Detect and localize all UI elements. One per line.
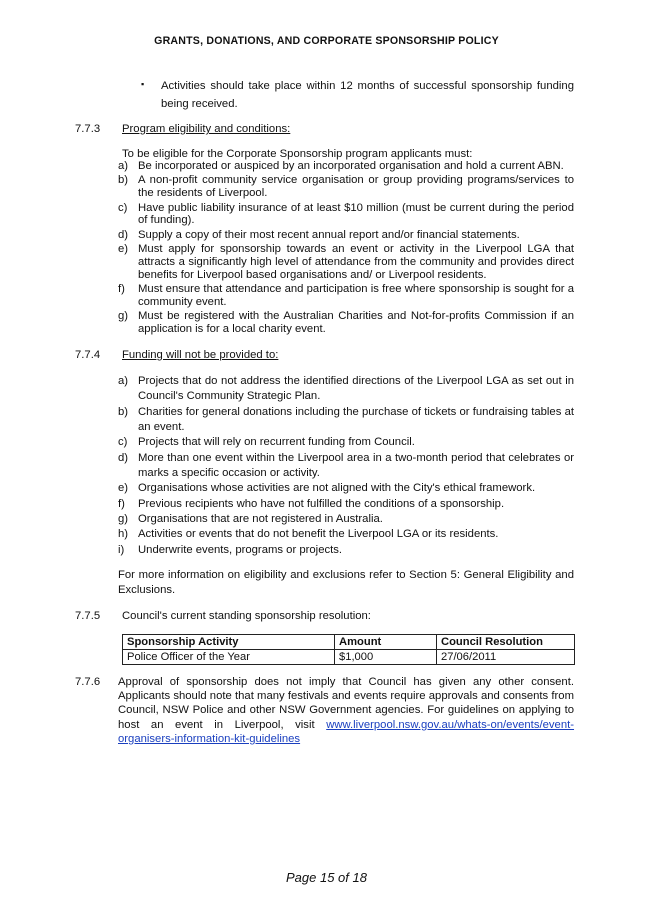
list-item-text: Must ensure that attendance and participation is free where sponsorship is sought for a community event. — [138, 283, 574, 308]
section-number-773: 7.7.3 — [75, 123, 101, 135]
list-item-text: Projects that will rely on recurrent funding from Council. — [138, 436, 415, 449]
list-item-marker: a) — [118, 160, 129, 172]
list-item — [118, 527, 574, 542]
list-item — [118, 243, 574, 281]
list-item — [118, 160, 574, 173]
list-item-marker: c) — [118, 201, 128, 214]
section-number-775: 7.7.5 — [75, 610, 101, 622]
table-cell: $1,000 — [335, 650, 437, 665]
list-item — [118, 481, 574, 496]
list-item-marker: e) — [118, 243, 129, 256]
more-info-paragraph: For more information on eligibility and exclusions refer to Section 5: General Eligibility and Exclusions. — [118, 569, 574, 596]
list-item-marker: b) — [118, 405, 129, 418]
list-item-marker: f) — [118, 497, 125, 510]
list-item-text: Have public liability insurance of at least $10 million (must be current during the period of funding). — [138, 201, 574, 227]
list-item-marker: d) — [118, 228, 129, 241]
list-item-marker: b) — [118, 174, 129, 187]
list-item-marker: g) — [118, 512, 129, 525]
table-header-cell: Amount — [335, 635, 437, 650]
list-item-marker: e) — [118, 482, 129, 495]
list-item — [118, 310, 574, 336]
page-number-footer: Page 15 of 18 — [286, 870, 367, 885]
sponsorship-resolution-table — [122, 634, 575, 665]
list-item-text: Must apply for sponsorship towards an event or activity in the Liverpool LGA that attracts a significantly high level of attendance from the community and provides direct benefits for Liverpool based organisations and/ or Liverpool residents. — [138, 243, 574, 281]
list-item-text: Organisations that are not registered in Australia. — [138, 512, 383, 525]
section-776-paragraph — [118, 675, 574, 746]
list-item-text: Must be registered with the Australian Charities and Not-for-profits Commission if an application is for a local charity event. — [138, 310, 574, 336]
list-item-text: Underwrite events, programs or projects. — [138, 543, 343, 556]
section-number-776: 7.7.6 — [75, 676, 101, 688]
list-item — [118, 374, 574, 404]
list-item-text: Activities or events that do not benefit the Liverpool LGA or its residents. — [138, 528, 499, 541]
list-item — [118, 435, 574, 450]
list-item-text: More than one event within the Liverpool area in a two-month period that celebrates or marks a specific occasion or activity. — [138, 451, 574, 479]
list-item — [118, 283, 574, 309]
list-item — [118, 405, 574, 435]
list-item-text: Previous recipients who have not fulfilled the conditions of a sponsorship. — [138, 497, 505, 510]
section-heading-773: Program eligibility and conditions: — [122, 123, 291, 135]
document-header-title: GRANTS, DONATIONS, AND CORPORATE SPONSORSHIP POLICY — [154, 35, 499, 47]
table-header-row — [123, 635, 575, 650]
list-item — [118, 229, 574, 242]
section-773-intro: To be eligible for the Corporate Sponsorship program applicants must: — [122, 148, 473, 160]
table-header-cell: Sponsorship Activity — [123, 635, 335, 650]
section-number-774: 7.7.4 — [75, 349, 101, 361]
list-item-marker: d) — [118, 451, 129, 464]
list-item — [118, 512, 574, 527]
list-item-text: Be incorporated or auspiced by an incorporated organisation and hold a current ABN. — [138, 160, 564, 172]
list-item-text: Charities for general donations including the purchase of tickets or fundraising tables at an event. — [138, 405, 574, 433]
list-item-marker: f) — [118, 283, 125, 296]
list-item — [118, 202, 574, 228]
exclusion-list — [118, 374, 574, 558]
list-item-text: Organisations whose activities are not aligned with the City's ethical framework. — [138, 482, 536, 495]
section-776-text: Approval of sponsorship does not imply that Council has given any other consent. Applicants should note that many festivals and events require approvals and consents from Council, NSW Police and other NSW Government agencies. For guidelines on applying to host an event in Liverpool, visit — [118, 676, 574, 731]
list-item-marker: h) — [118, 528, 129, 541]
table-cell: Police Officer of the Year — [123, 650, 335, 665]
list-item — [118, 451, 574, 481]
list-item — [118, 497, 574, 512]
event-guidelines-link[interactable]: www.liverpool.nsw.gov.au/whats-on/events/event-organisers-information-kit-guidelines — [118, 718, 575, 745]
list-item-text: Supply a copy of their most recent annual report and/or financial statements. — [138, 228, 520, 241]
list-item-marker: a) — [118, 375, 129, 387]
table-cell: 27/06/2011 — [437, 650, 575, 665]
section-heading-774: Funding will not be provided to: — [122, 349, 279, 361]
list-item-marker: c) — [118, 436, 128, 449]
list-item-marker: g) — [118, 310, 129, 323]
square-bullet-icon: ▪ — [141, 79, 145, 89]
list-item-text: Projects that do not address the identified directions of the Liverpool LGA as set out in Council's Community Strategic Plan. — [138, 375, 574, 403]
list-item-text: A non-profit community service organisation or group providing programs/services to the residents of Liverpool. — [138, 174, 574, 200]
list-item — [118, 543, 574, 558]
list-item-marker: i) — [118, 543, 125, 556]
table-header-cell: Council Resolution — [437, 635, 575, 650]
eligibility-list — [118, 160, 574, 338]
bullet-text: Activities should take place within 12 months of successful sponsorship funding being received. — [161, 80, 574, 110]
section-heading-775: Council's current standing sponsorship resolution: — [122, 610, 371, 622]
table-row — [123, 650, 575, 665]
list-item — [118, 174, 574, 200]
